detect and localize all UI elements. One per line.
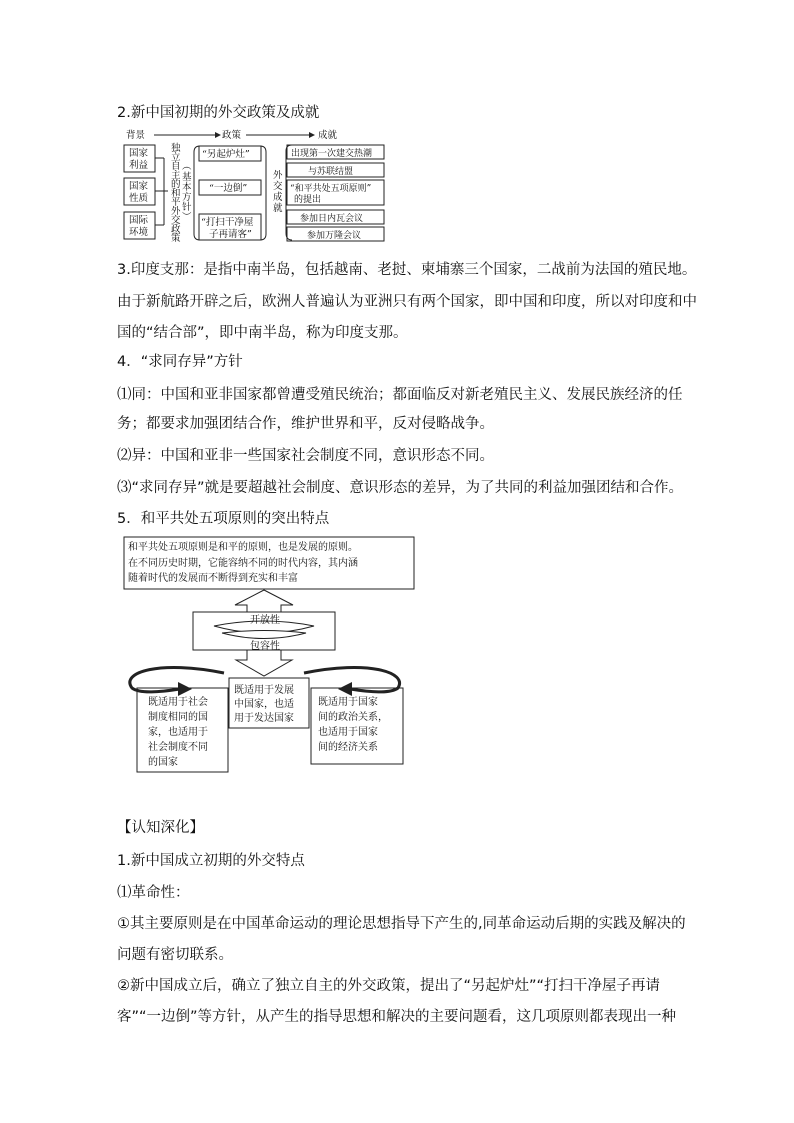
vertical-policy-char: 交 [171, 215, 181, 226]
achievement-5-label: 参加万隆会议 [307, 231, 362, 241]
bg-box-1-line-1: 国家 [129, 148, 149, 159]
bg-box-3-line-2: 环境 [129, 227, 149, 238]
basic-policy-char: 基 [182, 172, 192, 183]
section-3-line-1: 3.印度支那：是指中南半岛，包括越南、老挝、柬埔寨三个国家，二战前为法国的殖民地。 [117, 262, 697, 278]
vertical-policy-char: 独 [171, 143, 181, 154]
policy-2-label: “一边倒” [209, 183, 248, 194]
col-achievement-label: 成就 [318, 130, 338, 141]
vertical-policy-char: 政 [171, 224, 181, 235]
left-box-line-3: 家，也适用于 [148, 727, 208, 738]
principle-top-line-3: 随着时代的发展而不断得到充实和丰富 [128, 573, 298, 584]
basic-policy-char: 方 [182, 192, 192, 203]
right-box-line-2: 间的政治关系， [318, 712, 388, 723]
vertical-policy-char: 的 [171, 179, 181, 190]
openness-label: 开放性 [250, 615, 280, 626]
deepening-heading: 【认知深化】 [117, 820, 204, 836]
left-box-line-4: 社会制度不同 [148, 742, 208, 753]
section-4-line-1: ⑴同：中国和亚非国家都曾遭受殖民统治；都面临反对新老殖民主义、发展民族经济的任 [117, 387, 683, 403]
achievement-3-line-1: “和平共处五项原则” [290, 184, 372, 194]
vertical-achievement-char: 交 [273, 181, 283, 192]
bg-box-2-line-2: 性质 [129, 193, 149, 204]
middle-box-line-1: 既适用于发展 [234, 685, 294, 696]
left-box-line-5: 的国家 [148, 757, 178, 768]
vertical-achievement-char: 成 [273, 192, 283, 203]
vertical-achievement-char: 就 [273, 203, 283, 214]
vertical-policy-char: 外 [171, 206, 181, 217]
section-3-line-2: 由于新航路开辟之后，欧洲人普遍认为亚洲只有两个国家，即中国和印度，所以对印度和中 [117, 294, 697, 310]
inclusiveness-label: 包容性 [250, 641, 280, 652]
achievement-4-label: 参加日内瓦会议 [300, 214, 364, 224]
deepening-item-heading: ⑴革命性： [117, 885, 190, 901]
basic-policy-char: ︶ [182, 212, 192, 223]
right-box-line-3: 也适用于国家 [318, 727, 378, 738]
policy-3-line-1: “打扫干净屋 [201, 217, 254, 228]
basic-policy-char: 本 [182, 182, 192, 193]
deepening-line-3: ②新中国成立后，确立了独立自主的外交政策，提出了“另起炉灶”“打扫干净屋子再请 [117, 978, 661, 994]
section-4-heading: 4．“求同存异”方针 [117, 354, 243, 370]
middle-box-line-2: 中国家，也适 [234, 699, 294, 710]
section-5-heading: 5．和平共处五项原则的突出特点 [117, 511, 330, 527]
vertical-policy-char: 自 [171, 161, 181, 172]
bg-box-3-line-1: 国际 [129, 215, 149, 226]
section-3-line-3: 国的“结合部”，即中南半岛，称为印度支那。 [117, 325, 408, 341]
left-box-line-2: 制度相同的国 [148, 712, 208, 723]
deepening-line-1: ①其主要原则是在中国革命运动的理论思想指导下产生的,同革命运动后期的实践及解决的 [117, 916, 686, 932]
achievement-2-label: 与苏联结盟 [308, 167, 354, 177]
deepening-sub-heading: 1.新中国成立初期的外交特点 [117, 853, 305, 869]
principle-top-line-2: 在不同历史时期，它能容纳不同的时代内容，其内涵 [128, 558, 358, 569]
achievement-1-label: 出现第一次建交热潮 [291, 149, 373, 159]
achievement-3-line-2: 的提出 [294, 195, 322, 205]
policy-1-label: “另起炉灶” [202, 149, 250, 160]
deepening-line-4: 客”“一边倒”等方针，从产生的指导思想和解决的主要问题看，这几项原则都表现出一种 [117, 1009, 677, 1025]
principle-top-line-1: 和平共处五项原则是和平的原则，也是发展的原则。 [128, 542, 358, 553]
deepening-line-2: 问题有密切联系。 [117, 947, 233, 963]
bg-box-2-line-1: 国家 [129, 181, 149, 192]
basic-policy-char: ︵ [182, 161, 192, 172]
right-box-line-1: 既适用于国家 [318, 697, 378, 708]
section-2-heading: 2.新中国初期的外交政策及成就 [117, 105, 320, 121]
vertical-policy-char: 立 [171, 152, 181, 163]
vertical-policy-char: 策 [171, 233, 181, 244]
bg-box-1-line-2: 利益 [129, 160, 149, 171]
vertical-policy-char: 平 [171, 197, 181, 208]
vertical-policy-char: 和 [171, 188, 181, 199]
policy-3-line-2: 子再请客” [209, 229, 252, 240]
section-4-line-3: ⑵异：中国和亚非一些国家社会制度不同，意识形态不同。 [117, 448, 494, 464]
col-background-label: 背景 [126, 130, 146, 141]
section-4-line-2: 务；都要求加强团结合作，维护世界和平，反对侵略战争。 [117, 416, 494, 432]
col-policy-label: 政策 [222, 130, 242, 141]
vertical-achievement-char: 外 [273, 170, 283, 181]
left-box-line-1: 既适用于社会 [148, 697, 208, 708]
basic-policy-char: 针 [182, 202, 192, 213]
vertical-policy-char: 主 [171, 170, 181, 181]
right-box-line-4: 间的经济关系 [318, 742, 378, 753]
section-4-line-4: ⑶“求同存异”就是要超越社会制度、意识形态的差异，为了共同的利益加强团结和合作。 [117, 480, 684, 496]
middle-box-line-3: 用于发达国家 [234, 713, 294, 724]
